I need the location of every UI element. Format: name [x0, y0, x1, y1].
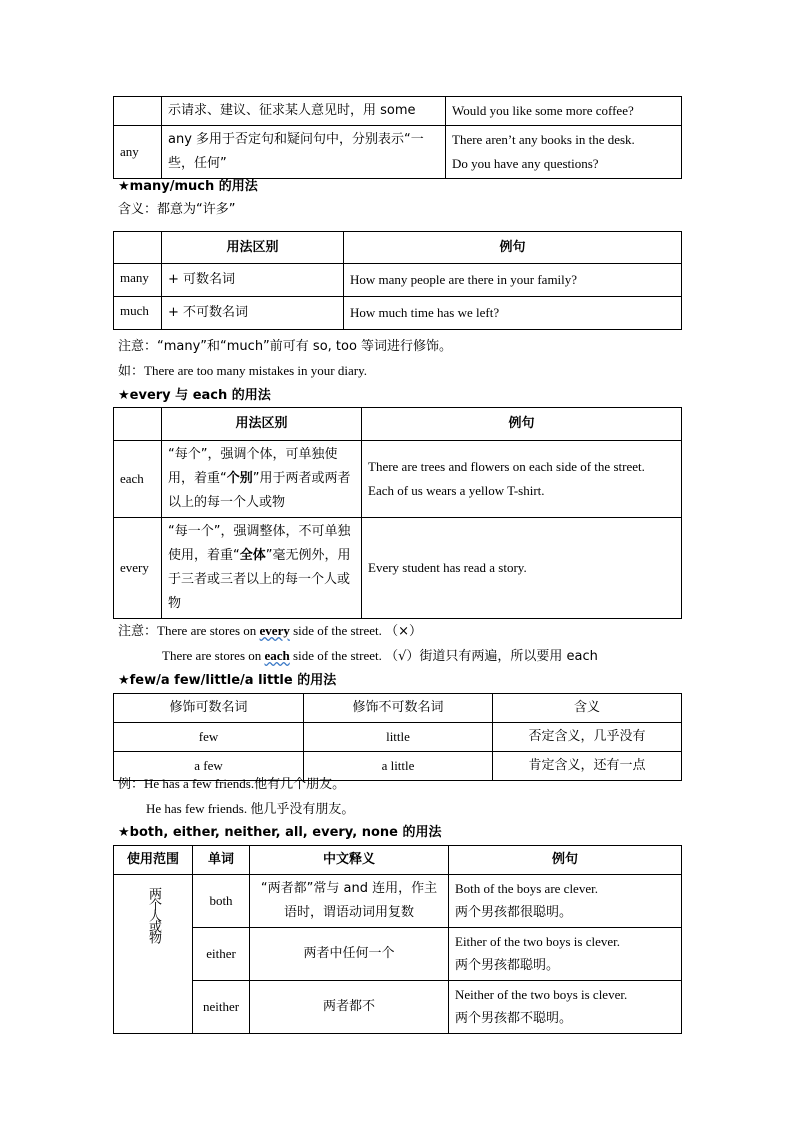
word-cell: much: [114, 297, 162, 330]
example-cell: How many people are there in your family?: [344, 264, 682, 297]
word-cell: many: [114, 264, 162, 297]
column-header: 用法区别: [162, 408, 362, 441]
section-heading: ★many/much 的用法: [118, 179, 258, 194]
word-cell: every: [114, 518, 162, 619]
example-line: 例：He has a few friends.他有几个朋友。: [118, 776, 346, 792]
note-text: 注意：“many”和“much”前可有 so, too 等词进行修饰。: [118, 339, 453, 354]
example-cell: How much time has we left?: [344, 297, 682, 330]
table-row: a few a little 肯定含义，还有一点: [114, 752, 682, 781]
usage-cell: “每一个”，强调整体，不可单独使用，着重“全体”毫无例外，用于三者或三者以上的每一个人或物: [162, 518, 362, 619]
example-cell: Both of the boys are clever. 两个男孩都很聪明。: [449, 875, 682, 928]
meaning-text: 含义：都意为“许多”: [118, 202, 236, 217]
table-row: [114, 297, 682, 330]
table-row: [114, 126, 682, 179]
usage-cell: “每个”，强调个体，可单独使用，着重“个别”用于两者或两者以上的每一个人或物: [162, 441, 362, 518]
column-header: 例句: [449, 846, 682, 875]
many-much-table: [113, 231, 682, 330]
word-cell: both: [193, 875, 250, 928]
note-line: 注意：There are stores on every side of the street. （×）: [118, 623, 423, 639]
usage-cell: + 可数名词: [162, 264, 344, 297]
example-line: Do you have any questions?: [452, 156, 599, 171]
column-header: 修饰可数名词: [114, 694, 304, 723]
table-header-row: [114, 846, 682, 875]
example-line: There aren’t any books in the desk.: [452, 132, 635, 147]
meaning-cell: 两者都不: [250, 981, 449, 1034]
example-cell: Would you like some more coffee?: [446, 97, 682, 126]
meaning-cell: “两者都”常与 and 连用，作主语时，谓语动词用复数: [250, 875, 449, 928]
table-row: [114, 518, 682, 619]
few-little-table: [113, 693, 682, 781]
meaning-cell: 两者中任何一个: [250, 928, 449, 981]
example-cell: [446, 126, 682, 179]
column-header: 中文释义: [250, 846, 449, 875]
example-cell: Every student has read a story.: [362, 518, 682, 619]
usage-cell: 示请求、建议、征求某人意见时，用 some: [162, 97, 446, 126]
usage-cell: any 多用于否定句和疑问句中，分别表示“一些，任何”: [162, 126, 446, 179]
column-header: 含义: [493, 694, 682, 723]
word-cell: neither: [193, 981, 250, 1034]
column-header: 修饰不可数名词: [304, 694, 493, 723]
table-row: [114, 264, 682, 297]
some-any-table: [113, 96, 682, 179]
word-cell: [114, 97, 162, 126]
table-header-row: [114, 694, 682, 723]
example-text: 如：There are too many mistakes in your diary.: [118, 363, 367, 379]
table-row: [114, 97, 682, 126]
section-heading: ★both, either, neither, all, every, none 的用法: [118, 825, 442, 840]
note-line: There are stores on each side of the street. （√）街道只有两遍，所以要用 each: [162, 648, 598, 664]
table-row: [114, 441, 682, 518]
column-header: 用法区别: [162, 232, 344, 264]
example-cell: Neither of the two boys is clever. 两个男孩都不聪明。: [449, 981, 682, 1034]
example-line: He has few friends. 他几乎没有朋友。: [146, 801, 355, 817]
table-row: [114, 928, 682, 981]
word-cell: any: [114, 126, 162, 179]
table-row: [114, 981, 682, 1034]
word-cell: each: [114, 441, 162, 518]
column-header: 单词: [193, 846, 250, 875]
example-cell: Either of the two boys is clever. 两个男孩都聪明。: [449, 928, 682, 981]
table-row: [114, 875, 682, 928]
column-header: 使用范围: [114, 846, 193, 875]
column-header: 例句: [362, 408, 682, 441]
scope-cell: 两个人或物: [114, 875, 193, 1034]
example-cell: There are trees and flowers on each side of the street. Each of us wears a yellow T-shirt.: [362, 441, 682, 518]
table-header-row: [114, 232, 682, 264]
section-heading: ★every 与 each 的用法: [118, 388, 271, 403]
both-either-table: [113, 845, 682, 1034]
every-each-table: [113, 407, 682, 619]
section-heading: ★few/a few/little/a little 的用法: [118, 673, 337, 688]
column-header: 例句: [344, 232, 682, 264]
word-cell: either: [193, 928, 250, 981]
table-row: few little 否定含义，几乎没有: [114, 723, 682, 752]
table-header-row: [114, 408, 682, 441]
usage-cell: + 不可数名词: [162, 297, 344, 330]
